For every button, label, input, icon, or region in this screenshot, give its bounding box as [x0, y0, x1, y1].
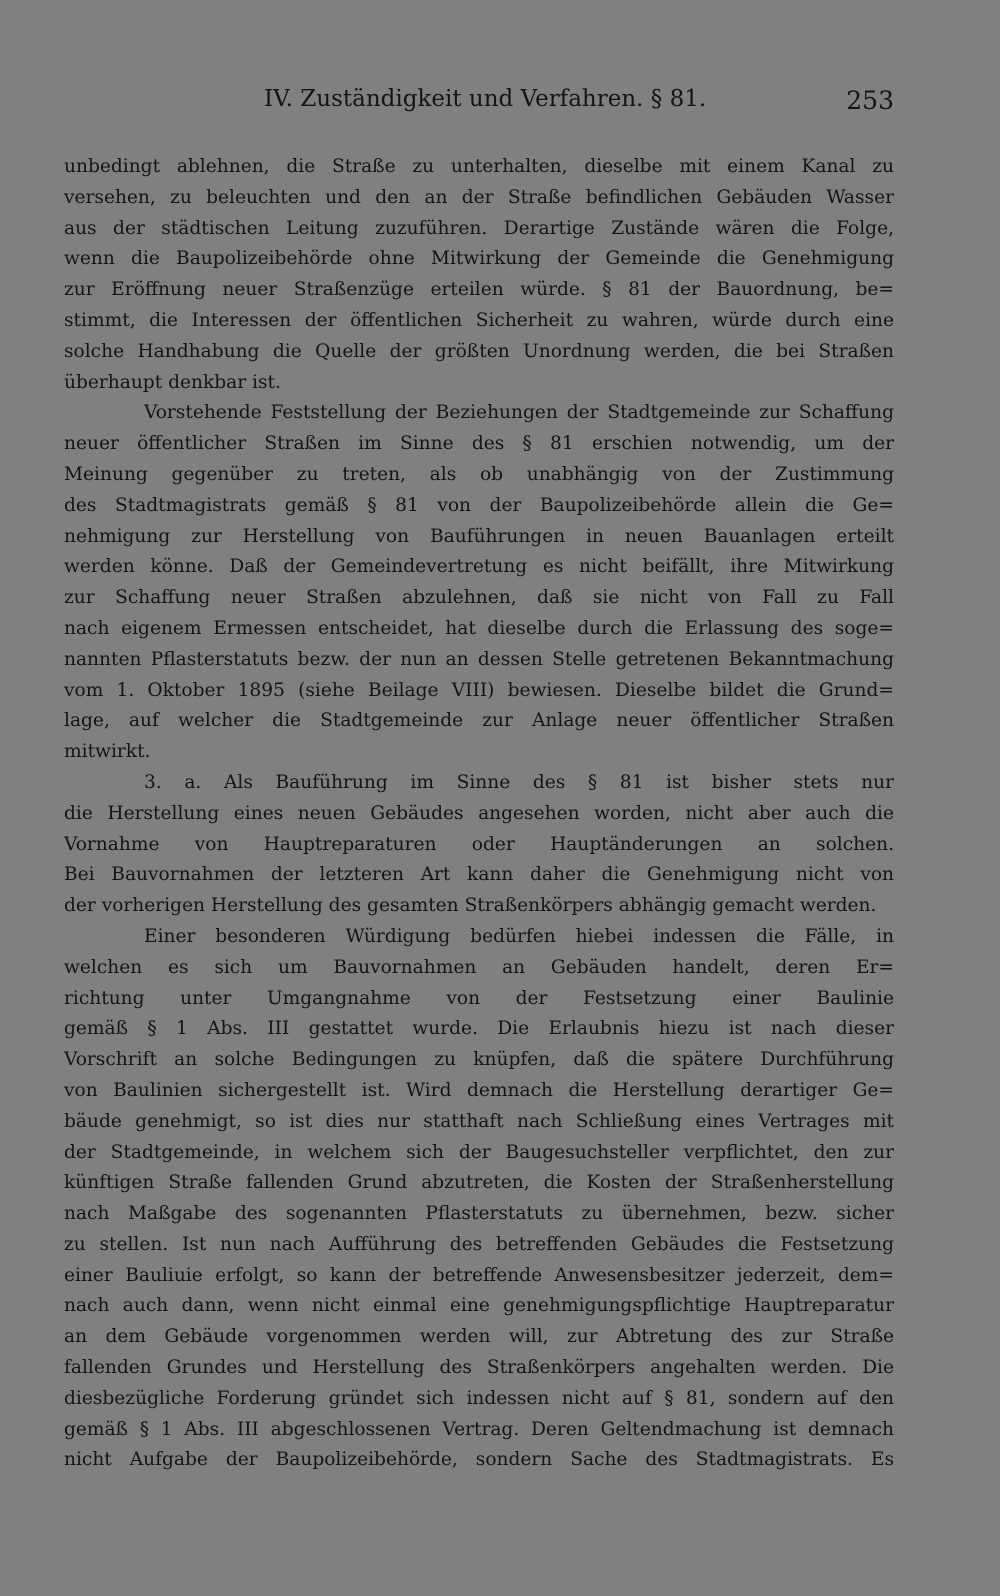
text-line: wenn die Baupolizeibehörde ohne Mitwirkung der Gemeinde die Genehmigung	[64, 248, 894, 270]
text-line: nicht Aufgabe der Baupolizeibehörde, sondern Sache des Stadtmagistrats. Es	[64, 1449, 894, 1471]
text-line: nannten Pflasterstatuts bezw. der nun an dessen Stelle getretenen Bekanntmachung	[64, 648, 894, 670]
text-line: unbedingt ablehnen, die Straße zu unterhalten, dieselbe mit einem Kanal zu	[64, 156, 894, 177]
text-line: an dem Gebäude vorgenommen werden will, zur Abtretung des zur Straße	[64, 1326, 894, 1348]
text-line: aus der städtischen Leitung zuzuführen. Derartige Zustände wären die Folge,	[64, 217, 894, 239]
text-line: diesbezügliche Forderung gründet sich indessen nicht auf § 81, sondern auf den	[64, 1387, 894, 1409]
text-line: zur Schaffung neuer Straßen abzulehnen, daß sie nicht von Fall zu Fall	[64, 587, 894, 609]
text-line: bäude genehmigt, so ist dies nur statthaft nach Schließung eines Vertrages mit	[64, 1110, 894, 1132]
text-line: überhaupt denkbar ist.	[64, 371, 281, 393]
text-line: nach auch dann, wenn nicht einmal eine genehmigungspflichtige Hauptreparatur	[64, 1295, 894, 1317]
text-line: von Baulinien sichergestellt ist. Wird demnach die Herstellung derartiger Ge=	[64, 1079, 894, 1101]
text-line: fallenden Grundes und Herstellung des Straßenkörpers angehalten werden. Die	[64, 1357, 894, 1379]
text-line: nehmigung zur Herstellung von Bauführungen in neuen Bauanlagen erteilt	[64, 525, 894, 547]
text-line: 3. a. Als Bauführung im Sinne des § 81 ist bisher stets nur	[144, 771, 894, 793]
page-header	[64, 86, 894, 122]
text-line: Vorstehende Feststellung der Beziehungen der Stadtgemeinde zur Schaffung	[144, 402, 894, 424]
text-line: versehen, zu beleuchten und den an der Straße befindlichen Gebäuden Wasser	[64, 186, 894, 208]
text-line: mitwirkt.	[64, 741, 151, 763]
text-line: nach eigenem Ermessen entscheidet, hat dieselbe durch die Erlassung des soge=	[64, 617, 894, 639]
paragraph-4	[64, 922, 894, 1476]
text-line: zu stellen. Ist nun nach Aufführung des betreffenden Gebäudes die Festsetzung	[64, 1233, 894, 1255]
text-line: zur Eröffnung neuer Straßenzüge erteilen würde. § 81 der Bauordnung, be=	[64, 279, 894, 301]
page-number: 253	[846, 86, 894, 115]
text-line: die Herstellung eines neuen Gebäudes angesehen worden, nicht aber auch die	[64, 802, 894, 824]
text-line: der Stadtgemeinde, in welchem sich der Baugesuchsteller verpflichtet, den zur	[64, 1141, 894, 1163]
text-line: Einer besonderen Würdigung bedürfen hiebei indessen die Fälle, in	[144, 925, 894, 947]
text-line: gemäß § 1 Abs. III abgeschlossenen Vertrag. Deren Geltendmachung ist demnach	[64, 1418, 894, 1440]
text-line: lage, auf welcher die Stadtgemeinde zur Anlage neuer öffentlicher Straßen	[64, 710, 894, 732]
text-line: Bei Bauvornahmen der letzteren Art kann daher die Genehmigung nicht von	[64, 864, 894, 886]
running-title: IV. Zuständigkeit und Verfahren. § 81.	[264, 86, 707, 112]
text-line: welchen es sich um Bauvornahmen an Gebäuden handelt, deren Er=	[64, 956, 894, 978]
paragraph-1	[64, 152, 894, 398]
body-text	[64, 152, 894, 1476]
paragraph-3	[64, 768, 894, 922]
text-line: nach Maßgabe des sogenannten Pflasterstatuts zu übernehmen, bezw. sicher	[64, 1203, 894, 1225]
text-line: stimmt, die Interessen der öffentlichen Sicherheit zu wahren, würde durch eine	[64, 309, 894, 331]
text-line: vom 1. Oktober 1895 (siehe Beilage VIII) bewiesen. Dieselbe bildet die Grund=	[64, 679, 894, 701]
text-line: künftigen Straße fallenden Grund abzutreten, die Kosten der Straßenherstellung	[64, 1172, 894, 1194]
text-line: des Stadtmagistrats gemäß § 81 von der Baupolizeibehörde allein die Ge=	[64, 494, 894, 516]
text-line: der vorherigen Herstellung des gesamten Straßenkörpers abhängig gemacht werden.	[64, 895, 877, 917]
text-line: Meinung gegenüber zu treten, als ob unabhängig von der Zustimmung	[64, 463, 894, 485]
text-line: Vornahme von Hauptreparaturen oder Hauptänderungen an solchen.	[64, 833, 894, 855]
paragraph-2	[64, 398, 894, 768]
text-line: richtung unter Umgangnahme von der Festsetzung einer Baulinie	[64, 987, 894, 1009]
text-line: werden könne. Daß der Gemeindevertretung es nicht beifällt, ihre Mitwirkung	[64, 556, 894, 578]
text-line: Vorschrift an solche Bedingungen zu knüpfen, daß die spätere Durchführung	[64, 1049, 894, 1071]
text-line: einer Bauliuie erfolgt, so kann der betreffende Anwesensbesitzer jederzeit, dem=	[64, 1264, 894, 1286]
text-line: solche Handhabung die Quelle der größten Unordnung werden, die bei Straßen	[64, 340, 894, 362]
text-line: gemäß § 1 Abs. III gestattet wurde. Die Erlaubnis hiezu ist nach dieser	[64, 1018, 894, 1040]
text-line: neuer öffentlicher Straßen im Sinne des § 81 erschien notwendig, um der	[64, 433, 894, 455]
